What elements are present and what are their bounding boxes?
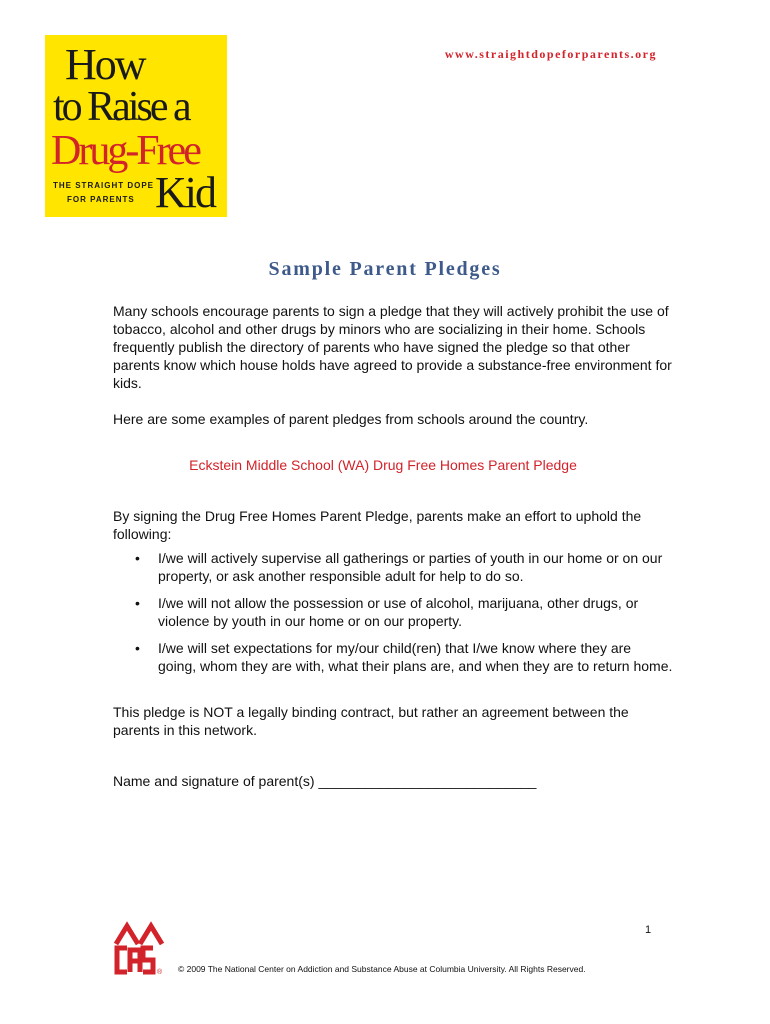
- logo-line-to-raise-a: to Raise a: [53, 84, 189, 130]
- page-title: Sample Parent Pledges: [268, 258, 502, 280]
- logo-tagline-1: THE STRAIGHT DOPE: [53, 181, 155, 190]
- disclaimer-paragraph: This pledge is NOT a legally binding contract, but rather an agreement between the parents in this network.: [113, 704, 629, 738]
- bullet-icon: •: [135, 640, 140, 656]
- website-url[interactable]: www.straightdopeforparents.org: [444, 47, 657, 61]
- list-item: [113, 639, 673, 675]
- document-body: [113, 302, 673, 790]
- pledge-item-text: I/we will set expectations for my/our child(ren) that I/we know where they are going, whom they are with, what their plans are, and when they are to return home.: [158, 640, 673, 674]
- pledge-item-text: I/we will not allow the possession or use of alcohol, marijuana, other drugs, or violence by youth in our home or on our property.: [158, 595, 639, 629]
- pledge-item-text: I/we will actively supervise all gatherings or parties of youth in our home or on our property, or ask another responsible adult for help to do so.: [158, 550, 663, 584]
- bullet-icon: •: [135, 595, 140, 611]
- book-logo: [45, 35, 227, 217]
- page-number: 1: [645, 924, 652, 936]
- pledge-list: [113, 549, 673, 675]
- casa-logo: [113, 920, 165, 976]
- list-item: [113, 549, 673, 585]
- copyright-footer: © 2009 The National Center on Addiction and Substance Abuse at Columbia University. All Rights Reserved.: [178, 964, 586, 974]
- examples-intro: Here are some examples of parent pledges from schools around the country.: [113, 411, 589, 427]
- list-item: [113, 594, 673, 630]
- pledge-heading: Eckstein Middle School (WA) Drug Free Homes Parent Pledge: [189, 457, 577, 473]
- signature-line: Name and signature of parent(s) ____________________________: [113, 773, 537, 789]
- logo-line-kid: Kid: [155, 168, 215, 217]
- logo-line-how: How: [65, 40, 145, 89]
- logo-line-drug-free: Drug-Free: [51, 128, 199, 174]
- intro-paragraph: Many schools encourage parents to sign a pledge that they will actively prohibit the use of tobacco, alcohol and other drugs by minors who are socializing in their home. Schools frequently publish the directory of parents who have signed the pledge so that other parents know which house holds have agreed to provide a substance-free environment for kids.: [113, 303, 672, 391]
- pledge-lead: By signing the Drug Free Homes Parent Pledge, parents make an effort to uphold the following:: [113, 508, 642, 542]
- svg-text:®: ®: [157, 969, 163, 976]
- logo-tagline-2: FOR PARENTS: [67, 195, 135, 204]
- bullet-icon: •: [135, 550, 140, 566]
